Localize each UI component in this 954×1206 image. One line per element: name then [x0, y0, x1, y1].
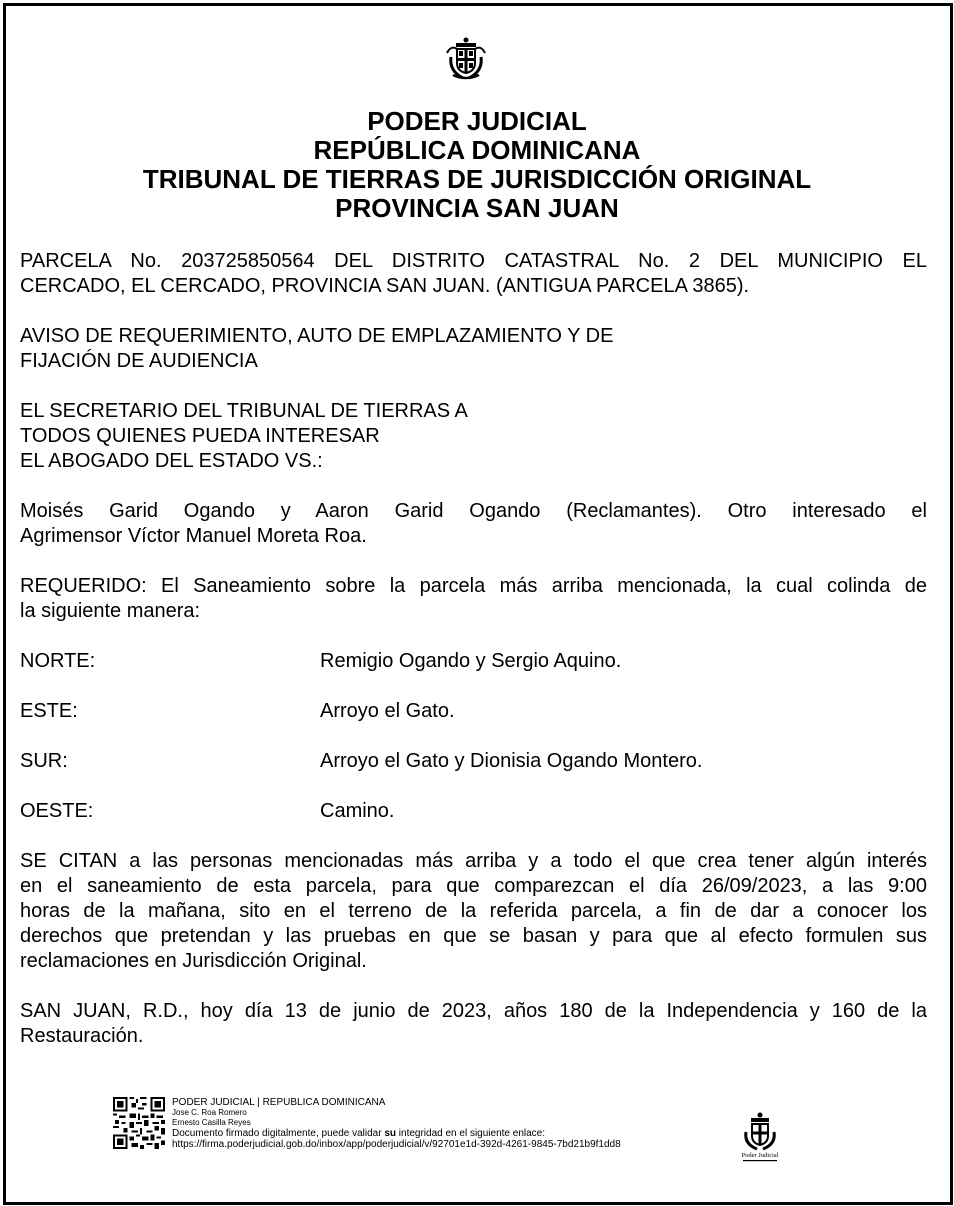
- heading-provincia: PROVINCIA SAN JUAN: [335, 193, 619, 223]
- aviso-paragraph: [20, 324, 927, 374]
- validation-link[interactable]: https://firma.poderjudicial.gob.do/inbox/app/poderjudicial/v/92701e1d-392d-4261-9845-7bd21b9f1dd8: [172, 1139, 621, 1150]
- citan-line-1: SE CITAN a las personas mencionadas más arriba y a todo el que crea tener algún interés: [20, 850, 927, 872]
- poder-judicial-seal-icon: [737, 1112, 783, 1164]
- qr-code-icon[interactable]: [113, 1097, 165, 1149]
- requerido-line-1: REQUERIDO: El Saneamiento sobre la parcela más arriba mencionada, la cual colinda de: [20, 575, 927, 597]
- colindancia-value-este: Arroyo el Gato.: [320, 700, 455, 722]
- document-heading: [0, 107, 954, 223]
- colindancia-key-sur: SUR:: [20, 750, 68, 772]
- validation-note: [172, 1128, 732, 1139]
- parcela-line-2: CERCADO, EL CERCADO, PROVINCIA SAN JUAN. (ANTIGUA PARCELA 3865).: [20, 275, 750, 297]
- colindancia-key-norte: NORTE:: [20, 650, 96, 672]
- colindancia-key-oeste: OESTE:: [20, 800, 94, 822]
- signer-name-2: Ernesto Casilla Reyes: [172, 1118, 251, 1127]
- fecha-paragraph: [20, 999, 927, 1049]
- seal-caption: Poder Judicial: [741, 1152, 779, 1159]
- requerido-line-2: la siguiente manera:: [20, 600, 201, 622]
- parcela-line-1: PARCELA No. 203725850564 DEL DISTRITO CATASTRAL No. 2 DEL MUNICIPIO EL: [20, 250, 927, 272]
- aviso-line-2: FIJACIÓN DE AUDIENCIA: [20, 350, 258, 372]
- aviso-line-1: AVISO DE REQUERIMIENTO, AUTO DE EMPLAZAMIENTO Y DE: [20, 325, 614, 347]
- signer-name-1: Jose C. Roa Romero: [172, 1108, 247, 1117]
- validation-note-post: integridad en el siguiente enlace:: [396, 1128, 546, 1139]
- fecha-line-1: SAN JUAN, R.D., hoy día 13 de junio de 2023, años 180 de la Independencia y 160 de la: [20, 1000, 927, 1022]
- fecha-line-2: Restauración.: [20, 1025, 144, 1047]
- heading-poder-judicial: PODER JUDICIAL: [367, 106, 587, 136]
- secretario-line-1: EL SECRETARIO DEL TRIBUNAL DE TIERRAS A: [20, 400, 468, 422]
- citan-line-5: reclamaciones en Jurisdicción Original.: [20, 950, 367, 972]
- reclamantes-line-2: Agrimensor Víctor Manuel Moreta Roa.: [20, 525, 367, 547]
- citan-line-2: en el saneamiento de esta parcela, para que comparezcan el día 26/09/2023, a las 9:00: [20, 875, 927, 897]
- colindancia-value-oeste: Camino.: [320, 800, 395, 822]
- citan-line-3: horas de la mañana, sito en el terreno de la referida parcela, a fin de dar a conocer los: [20, 900, 927, 922]
- secretario-paragraph: [20, 399, 927, 474]
- signature-org: PODER JUDICIAL | REPUBLICA DOMINICANA: [172, 1097, 386, 1108]
- secretario-line-3: EL ABOGADO DEL ESTADO VS.:: [20, 450, 323, 472]
- secretario-line-2: TODOS QUIENES PUEDA INTERESAR: [20, 425, 380, 447]
- reclamantes-paragraph: [20, 499, 927, 549]
- citan-paragraph: [20, 849, 927, 974]
- citan-line-4: derechos que pretendan y las pruebas en que se basan y para que al efecto formulen sus: [20, 925, 927, 947]
- heading-tribunal: TRIBUNAL DE TIERRAS DE JURISDICCIÓN ORIGINAL: [142, 164, 812, 194]
- validation-note-bold: su: [384, 1128, 397, 1139]
- reclamantes-line-1: Moisés Garid Ogando y Aaron Garid Ogando (Reclamantes). Otro interesado el: [20, 500, 927, 522]
- colindancia-value-sur: Arroyo el Gato y Dionisia Ogando Montero.: [320, 750, 703, 772]
- colindancia-value-norte: Remigio Ogando y Sergio Aquino.: [320, 650, 622, 672]
- requerido-paragraph: [20, 574, 927, 624]
- heading-republica: REPÚBLICA DOMINICANA: [313, 135, 641, 165]
- digital-signature-block: [172, 1097, 732, 1150]
- colindancia-key-este: ESTE:: [20, 700, 78, 722]
- parcela-paragraph: [20, 249, 927, 299]
- coat-of-arms-icon: [443, 35, 489, 81]
- validation-note-pre: Documento firmado digitalmente, puede validar: [172, 1128, 385, 1139]
